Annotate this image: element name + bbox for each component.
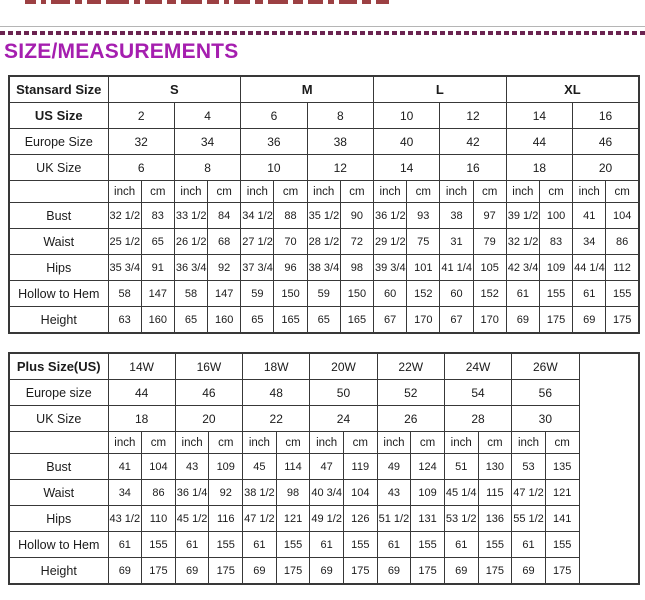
measurement-value-cell: 69 xyxy=(243,558,277,585)
measurement-value-cell: 147 xyxy=(141,281,174,307)
unit-header-cell: cm xyxy=(411,432,445,454)
size-value-cell: 50 xyxy=(310,380,377,406)
unit-header-cell: inch xyxy=(307,181,340,203)
measurement-value-cell: 109 xyxy=(539,255,572,281)
size-value-cell: 6 xyxy=(241,103,307,129)
measurement-value-cell: 68 xyxy=(208,229,241,255)
measurement-value-cell: 152 xyxy=(473,281,506,307)
measurement-value-cell: 97 xyxy=(473,203,506,229)
measurement-value-cell: 155 xyxy=(539,281,572,307)
row-label: Europe size xyxy=(9,380,108,406)
plus-size-header: 18W xyxy=(243,353,310,380)
size-value-cell: 38 xyxy=(307,129,373,155)
row-label: Europe Size xyxy=(9,129,108,155)
measurement-value-cell: 130 xyxy=(478,454,512,480)
measurement-value-cell: 61 xyxy=(506,281,539,307)
plus-size-header: 26W xyxy=(512,353,579,380)
measurement-value-cell: 41 1/4 xyxy=(440,255,473,281)
size-value-cell: 48 xyxy=(243,380,310,406)
empty-corner-cell xyxy=(9,181,108,203)
size-value-cell: 34 xyxy=(174,129,240,155)
measurement-value-cell: 69 xyxy=(512,558,546,585)
measurement-value-cell: 136 xyxy=(478,506,512,532)
plus-size-header: 20W xyxy=(310,353,377,380)
measurement-value-cell: 175 xyxy=(209,558,243,585)
size-value-cell: 16 xyxy=(573,103,639,129)
plus-size-header: 24W xyxy=(444,353,511,380)
unit-header-cell: cm xyxy=(407,181,440,203)
row-label: Hollow to Hem xyxy=(9,532,108,558)
unit-header-cell: cm xyxy=(141,181,174,203)
unit-header-cell: cm xyxy=(274,181,307,203)
measurement-value-cell: 91 xyxy=(141,255,174,281)
row-label: Hollow to Hem xyxy=(9,281,108,307)
measurement-value-cell: 41 xyxy=(108,454,142,480)
measurement-value-cell: 27 1/2 xyxy=(241,229,274,255)
size-value-cell: 54 xyxy=(444,380,511,406)
measurement-value-cell: 160 xyxy=(208,307,241,334)
size-group-header: XL xyxy=(506,76,639,103)
measurement-value-cell: 98 xyxy=(276,480,310,506)
unit-header-cell: inch xyxy=(310,432,344,454)
measurement-value-cell: 51 1/2 xyxy=(377,506,411,532)
unit-header-cell: cm xyxy=(606,181,639,203)
size-value-cell: 30 xyxy=(512,406,579,432)
measurement-value-cell: 175 xyxy=(343,558,377,585)
row-label: Bust xyxy=(9,203,108,229)
size-value-cell: 4 xyxy=(174,103,240,129)
size-value-cell: 20 xyxy=(175,406,242,432)
measurement-value-cell: 69 xyxy=(377,558,411,585)
measurement-value-cell: 155 xyxy=(209,532,243,558)
size-value-cell: 56 xyxy=(512,380,579,406)
measurement-value-cell: 175 xyxy=(478,558,512,585)
standard-size-table xyxy=(8,75,640,334)
measurement-value-cell: 160 xyxy=(141,307,174,334)
measurement-value-cell: 55 1/2 xyxy=(512,506,546,532)
measurement-value-cell: 131 xyxy=(411,506,445,532)
measurement-value-cell: 116 xyxy=(209,506,243,532)
measurement-value-cell: 152 xyxy=(407,281,440,307)
measurement-value-cell: 141 xyxy=(545,506,579,532)
measurement-value-cell: 32 1/2 xyxy=(506,229,539,255)
measurement-value-cell: 45 xyxy=(243,454,277,480)
measurement-value-cell: 61 xyxy=(310,532,344,558)
measurement-value-cell: 65 xyxy=(241,307,274,334)
measurement-value-cell: 114 xyxy=(276,454,310,480)
measurement-value-cell: 109 xyxy=(411,480,445,506)
unit-header-cell: cm xyxy=(539,181,572,203)
measurement-value-cell: 61 xyxy=(175,532,209,558)
measurement-value-cell: 33 1/2 xyxy=(174,203,207,229)
measurement-value-cell: 63 xyxy=(108,307,141,334)
size-value-cell: 24 xyxy=(310,406,377,432)
row-label: UK Size xyxy=(9,406,108,432)
row-label: Waist xyxy=(9,480,108,506)
plus-size-header: 14W xyxy=(108,353,175,380)
size-value-cell: 18 xyxy=(506,155,572,181)
measurement-value-cell: 37 3/4 xyxy=(241,255,274,281)
measurement-value-cell: 112 xyxy=(606,255,639,281)
size-value-cell: 52 xyxy=(377,380,444,406)
measurement-value-cell: 93 xyxy=(407,203,440,229)
measurement-value-cell: 155 xyxy=(478,532,512,558)
measurement-value-cell: 40 3/4 xyxy=(310,480,344,506)
measurement-value-cell: 170 xyxy=(473,307,506,334)
unit-header-cell: cm xyxy=(142,432,176,454)
unit-header-cell: cm xyxy=(340,181,373,203)
measurement-value-cell: 60 xyxy=(440,281,473,307)
measurement-value-cell: 53 1/2 xyxy=(444,506,478,532)
measurement-value-cell: 53 xyxy=(512,454,546,480)
page-title: SIZE/MEASUREMENTS xyxy=(4,40,239,63)
size-group-header: M xyxy=(241,76,374,103)
measurement-value-cell: 175 xyxy=(411,558,445,585)
measurement-value-cell: 175 xyxy=(545,558,579,585)
measurement-value-cell: 155 xyxy=(343,532,377,558)
corner-header: Stansard Size xyxy=(9,76,108,103)
row-label: Hips xyxy=(9,255,108,281)
measurement-value-cell: 83 xyxy=(141,203,174,229)
unit-header-cell: cm xyxy=(343,432,377,454)
size-value-cell: 8 xyxy=(307,103,373,129)
measurement-value-cell: 36 3/4 xyxy=(174,255,207,281)
size-value-cell: 44 xyxy=(506,129,572,155)
unit-header-cell: inch xyxy=(241,181,274,203)
measurement-value-cell: 42 3/4 xyxy=(506,255,539,281)
measurement-value-cell: 47 1/2 xyxy=(243,506,277,532)
measurement-value-cell: 98 xyxy=(340,255,373,281)
measurement-value-cell: 51 xyxy=(444,454,478,480)
trailing-empty-cell xyxy=(579,353,639,584)
measurement-value-cell: 165 xyxy=(274,307,307,334)
measurement-value-cell: 65 xyxy=(307,307,340,334)
measurement-value-cell: 86 xyxy=(606,229,639,255)
size-value-cell: 28 xyxy=(444,406,511,432)
measurement-value-cell: 45 1/2 xyxy=(175,506,209,532)
unit-header-cell: inch xyxy=(374,181,407,203)
measurement-value-cell: 150 xyxy=(274,281,307,307)
measurement-value-cell: 35 1/2 xyxy=(307,203,340,229)
size-value-cell: 8 xyxy=(174,155,240,181)
measurement-value-cell: 38 xyxy=(440,203,473,229)
row-label: Hips xyxy=(9,506,108,532)
plus-size-header: 22W xyxy=(377,353,444,380)
measurement-value-cell: 61 xyxy=(108,532,142,558)
size-value-cell: 10 xyxy=(374,103,440,129)
unit-header-cell: cm xyxy=(208,181,241,203)
measurement-value-cell: 69 xyxy=(310,558,344,585)
measurement-value-cell: 126 xyxy=(343,506,377,532)
unit-header-cell: cm xyxy=(478,432,512,454)
cropped-top-text xyxy=(25,0,400,5)
row-label: Height xyxy=(9,558,108,585)
measurement-value-cell: 61 xyxy=(444,532,478,558)
measurement-value-cell: 29 1/2 xyxy=(374,229,407,255)
measurement-value-cell: 31 xyxy=(440,229,473,255)
row-label: US Size xyxy=(9,103,108,129)
measurement-value-cell: 58 xyxy=(174,281,207,307)
measurement-value-cell: 104 xyxy=(142,454,176,480)
measurement-value-cell: 121 xyxy=(545,480,579,506)
unit-header-cell: inch xyxy=(108,432,142,454)
measurement-value-cell: 49 1/2 xyxy=(310,506,344,532)
measurement-value-cell: 101 xyxy=(407,255,440,281)
measurement-value-cell: 165 xyxy=(340,307,373,334)
unit-header-cell: inch xyxy=(175,432,209,454)
measurement-value-cell: 110 xyxy=(142,506,176,532)
measurement-value-cell: 43 xyxy=(377,480,411,506)
measurement-value-cell: 104 xyxy=(343,480,377,506)
size-group-header: L xyxy=(374,76,507,103)
measurement-value-cell: 72 xyxy=(340,229,373,255)
measurement-value-cell: 105 xyxy=(473,255,506,281)
measurement-value-cell: 79 xyxy=(473,229,506,255)
measurement-value-cell: 44 1/4 xyxy=(573,255,606,281)
unit-header-cell: inch xyxy=(440,181,473,203)
measurement-value-cell: 59 xyxy=(241,281,274,307)
size-value-cell: 32 xyxy=(108,129,174,155)
size-value-cell: 42 xyxy=(440,129,506,155)
measurement-value-cell: 25 1/2 xyxy=(108,229,141,255)
measurement-value-cell: 39 3/4 xyxy=(374,255,407,281)
measurement-value-cell: 84 xyxy=(208,203,241,229)
plus-size-table xyxy=(8,352,640,585)
measurement-value-cell: 61 xyxy=(573,281,606,307)
unit-header-cell: inch xyxy=(243,432,277,454)
unit-header-cell: cm xyxy=(209,432,243,454)
measurement-value-cell: 69 xyxy=(175,558,209,585)
measurement-value-cell: 155 xyxy=(276,532,310,558)
measurement-value-cell: 58 xyxy=(108,281,141,307)
measurement-value-cell: 45 1/4 xyxy=(444,480,478,506)
size-value-cell: 40 xyxy=(374,129,440,155)
measurement-value-cell: 36 1/4 xyxy=(175,480,209,506)
unit-header-cell: inch xyxy=(573,181,606,203)
measurement-value-cell: 59 xyxy=(307,281,340,307)
size-value-cell: 10 xyxy=(241,155,307,181)
corner-header: Plus Size(US) xyxy=(9,353,108,380)
measurement-value-cell: 119 xyxy=(343,454,377,480)
measurement-value-cell: 92 xyxy=(208,255,241,281)
measurement-value-cell: 96 xyxy=(274,255,307,281)
measurement-value-cell: 34 xyxy=(108,480,142,506)
size-value-cell: 44 xyxy=(108,380,175,406)
measurement-value-cell: 38 3/4 xyxy=(307,255,340,281)
row-label: Height xyxy=(9,307,108,334)
unit-header-cell: cm xyxy=(276,432,310,454)
size-value-cell: 6 xyxy=(108,155,174,181)
size-value-cell: 2 xyxy=(108,103,174,129)
measurement-value-cell: 67 xyxy=(440,307,473,334)
measurement-value-cell: 39 1/2 xyxy=(506,203,539,229)
measurement-value-cell: 109 xyxy=(209,454,243,480)
size-value-cell: 46 xyxy=(573,129,639,155)
measurement-value-cell: 155 xyxy=(606,281,639,307)
measurement-value-cell: 61 xyxy=(512,532,546,558)
size-value-cell: 22 xyxy=(243,406,310,432)
plus-size-header: 16W xyxy=(175,353,242,380)
measurement-value-cell: 47 xyxy=(310,454,344,480)
measurement-value-cell: 67 xyxy=(374,307,407,334)
measurement-value-cell: 65 xyxy=(141,229,174,255)
size-value-cell: 20 xyxy=(573,155,639,181)
size-value-cell: 14 xyxy=(374,155,440,181)
measurement-value-cell: 69 xyxy=(444,558,478,585)
measurement-value-cell: 135 xyxy=(545,454,579,480)
size-value-cell: 46 xyxy=(175,380,242,406)
size-value-cell: 36 xyxy=(241,129,307,155)
measurement-value-cell: 32 1/2 xyxy=(108,203,141,229)
measurement-value-cell: 155 xyxy=(142,532,176,558)
measurement-value-cell: 115 xyxy=(478,480,512,506)
measurement-value-cell: 69 xyxy=(573,307,606,334)
measurement-value-cell: 100 xyxy=(539,203,572,229)
unit-header-cell: inch xyxy=(512,432,546,454)
measurement-value-cell: 41 xyxy=(573,203,606,229)
measurement-value-cell: 70 xyxy=(274,229,307,255)
measurement-value-cell: 61 xyxy=(377,532,411,558)
unit-header-cell: inch xyxy=(377,432,411,454)
measurement-value-cell: 121 xyxy=(276,506,310,532)
dashed-separator xyxy=(0,31,645,35)
row-label: Waist xyxy=(9,229,108,255)
empty-corner-cell xyxy=(9,432,108,454)
measurement-value-cell: 35 3/4 xyxy=(108,255,141,281)
size-group-header: S xyxy=(108,76,241,103)
measurement-value-cell: 69 xyxy=(506,307,539,334)
measurement-value-cell: 88 xyxy=(274,203,307,229)
row-label: UK Size xyxy=(9,155,108,181)
measurement-value-cell: 43 1/2 xyxy=(108,506,142,532)
measurement-value-cell: 170 xyxy=(407,307,440,334)
row-label: Bust xyxy=(9,454,108,480)
measurement-value-cell: 175 xyxy=(539,307,572,334)
unit-header-cell: inch xyxy=(174,181,207,203)
size-value-cell: 16 xyxy=(440,155,506,181)
measurement-value-cell: 34 xyxy=(573,229,606,255)
size-value-cell: 26 xyxy=(377,406,444,432)
measurement-value-cell: 69 xyxy=(108,558,142,585)
measurement-value-cell: 175 xyxy=(606,307,639,334)
measurement-value-cell: 36 1/2 xyxy=(374,203,407,229)
measurement-value-cell: 92 xyxy=(209,480,243,506)
measurement-value-cell: 147 xyxy=(208,281,241,307)
size-value-cell: 12 xyxy=(440,103,506,129)
measurement-value-cell: 28 1/2 xyxy=(307,229,340,255)
measurement-value-cell: 43 xyxy=(175,454,209,480)
measurement-value-cell: 49 xyxy=(377,454,411,480)
measurement-value-cell: 60 xyxy=(374,281,407,307)
unit-header-cell: inch xyxy=(444,432,478,454)
size-value-cell: 12 xyxy=(307,155,373,181)
size-value-cell: 18 xyxy=(108,406,175,432)
measurement-value-cell: 104 xyxy=(606,203,639,229)
measurement-value-cell: 124 xyxy=(411,454,445,480)
unit-header-cell: cm xyxy=(545,432,579,454)
measurement-value-cell: 38 1/2 xyxy=(243,480,277,506)
unit-header-cell: inch xyxy=(506,181,539,203)
measurement-value-cell: 75 xyxy=(407,229,440,255)
measurement-value-cell: 26 1/2 xyxy=(174,229,207,255)
measurement-value-cell: 155 xyxy=(545,532,579,558)
unit-header-cell: inch xyxy=(108,181,141,203)
measurement-value-cell: 150 xyxy=(340,281,373,307)
unit-header-cell: cm xyxy=(473,181,506,203)
size-value-cell: 14 xyxy=(506,103,572,129)
measurement-value-cell: 61 xyxy=(243,532,277,558)
measurement-value-cell: 47 1/2 xyxy=(512,480,546,506)
measurement-value-cell: 175 xyxy=(142,558,176,585)
measurement-value-cell: 155 xyxy=(411,532,445,558)
measurement-value-cell: 86 xyxy=(142,480,176,506)
measurement-value-cell: 83 xyxy=(539,229,572,255)
measurement-value-cell: 65 xyxy=(174,307,207,334)
divider-line xyxy=(0,26,645,27)
measurement-value-cell: 34 1/2 xyxy=(241,203,274,229)
measurement-value-cell: 175 xyxy=(276,558,310,585)
measurement-value-cell: 90 xyxy=(340,203,373,229)
